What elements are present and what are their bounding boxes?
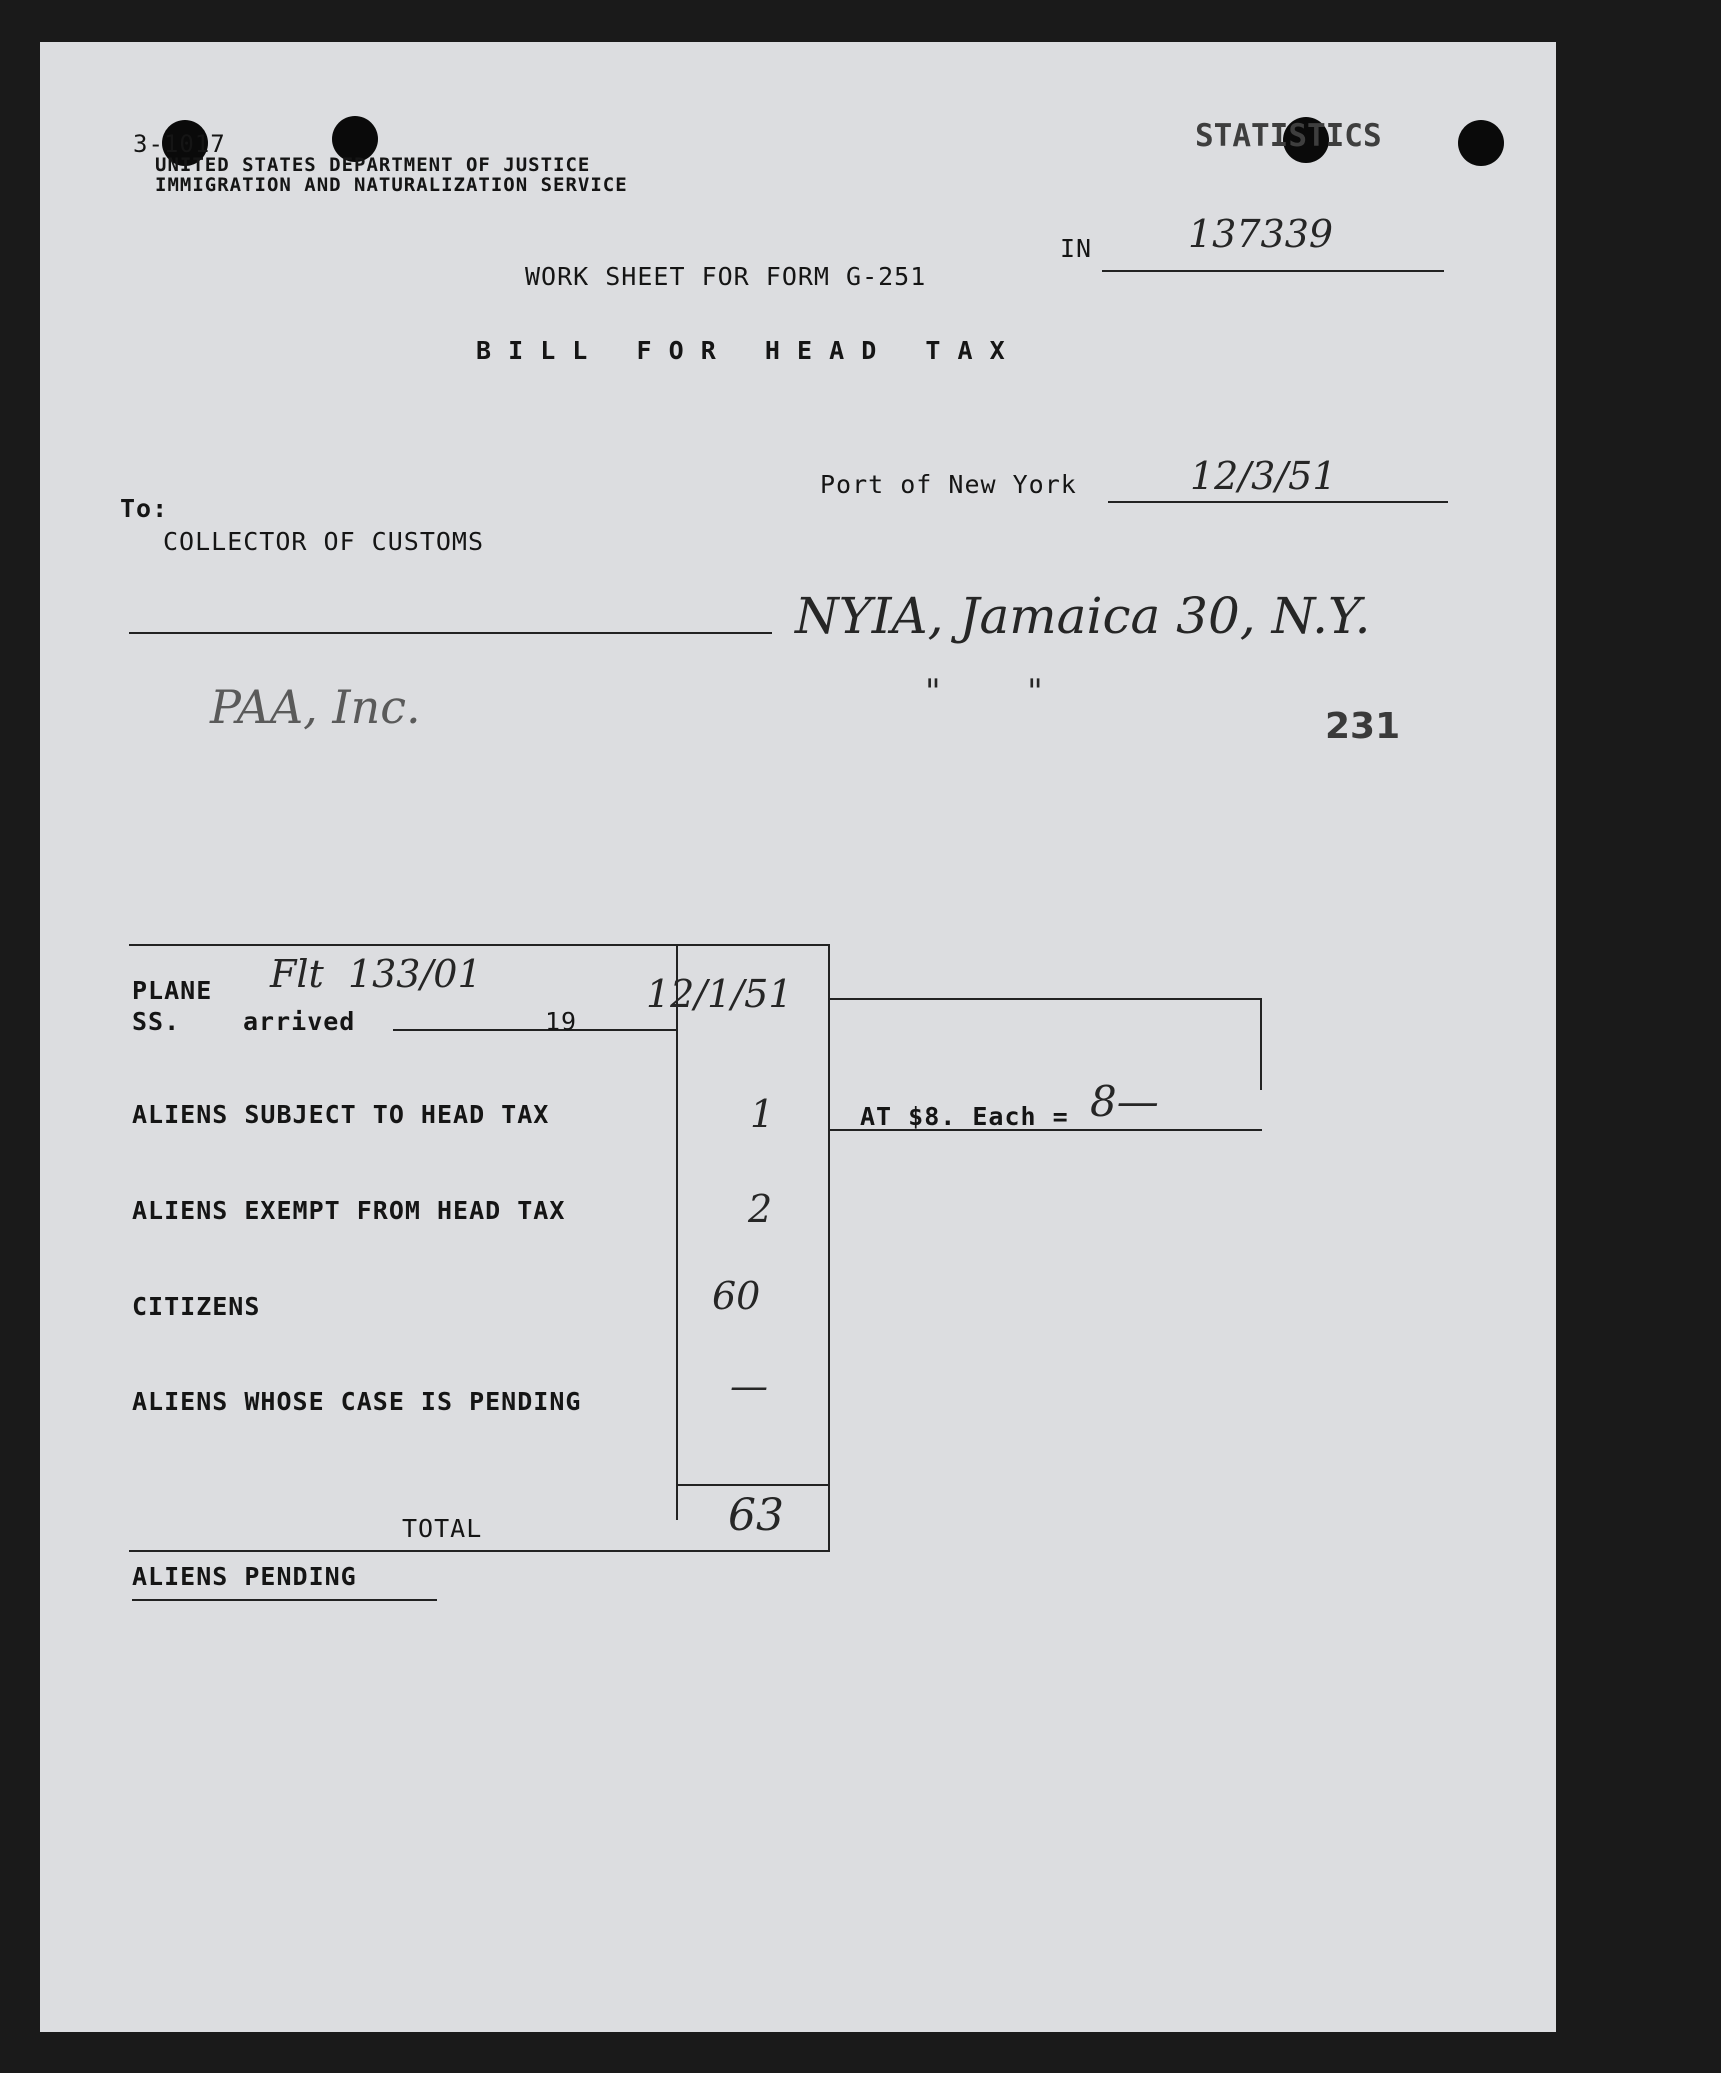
aliens-pending-label: ALIENS PENDING [132, 1562, 357, 1591]
aliens-pending-underline [132, 1599, 437, 1601]
row-label-citizens: CITIZENS [132, 1292, 261, 1321]
addressee-underline [129, 632, 772, 634]
flight-number: Flt 133/01 [270, 952, 482, 996]
punch-hole-right [1458, 120, 1504, 166]
department-name: UNITED STATES DEPARTMENT OF JUSTICE [155, 154, 591, 176]
year-prefix: 19 [545, 1007, 578, 1036]
table-top-border [129, 944, 829, 946]
port-date: 12/3/51 [1190, 454, 1337, 498]
table-bottom-border [129, 1550, 830, 1552]
total-right-border [828, 1520, 830, 1552]
arrival-date: 12/1/51 [646, 972, 793, 1016]
table-count-left-border [676, 944, 678, 1520]
bill-title: B I L L F O R H E A D T A X [476, 336, 1006, 365]
location-handwritten: NYIA, Jamaica 30, N.Y. [795, 587, 1371, 645]
row-count-citizens: 60 [712, 1274, 761, 1318]
ditto-marks: " " [925, 672, 1043, 712]
arrived-label: arrived [243, 1007, 356, 1036]
total-value: 63 [728, 1490, 784, 1541]
tax-amount: 8— [1090, 1077, 1159, 1126]
tax-box-right [1260, 998, 1262, 1090]
in-number: 137339 [1188, 212, 1334, 256]
ss-label: SS. [132, 1007, 181, 1036]
worksheet-title: WORK SHEET FOR FORM G-251 [525, 262, 927, 291]
tax-rate-label: AT $8. Each = [860, 1102, 1069, 1131]
port-date-underline [1108, 501, 1448, 503]
form-sheet [40, 42, 1556, 2032]
port-label: Port of New York [820, 470, 1077, 499]
total-label: TOTAL [402, 1514, 483, 1543]
row-label-subject: ALIENS SUBJECT TO HEAD TAX [132, 1100, 550, 1129]
arrived-underline [393, 1029, 676, 1031]
in-underline [1102, 270, 1444, 272]
row-label-pending: ALIENS WHOSE CASE IS PENDING [132, 1387, 582, 1416]
page-number-stamp: 231 [1325, 706, 1401, 747]
total-separator [676, 1484, 830, 1486]
tax-box-top [830, 998, 1260, 1000]
statistics-stamp: STATISTICS [1195, 118, 1382, 154]
plane-label: PLANE [132, 976, 213, 1005]
collector-of-customs: COLLECTOR OF CUSTOMS [163, 527, 485, 556]
service-name: IMMIGRATION AND NATURALIZATION SERVICE [155, 174, 628, 196]
in-label: IN [1060, 234, 1093, 263]
row-count-pending: — [730, 1364, 768, 1408]
row-count-subject: 1 [750, 1092, 775, 1136]
carrier-handwritten: PAA, Inc. [210, 680, 421, 734]
to-label: To: [120, 494, 169, 523]
row-count-exempt: 2 [748, 1187, 773, 1231]
table-count-right-border [828, 944, 830, 1520]
form-number: 3-1017 [133, 130, 226, 158]
row-label-exempt: ALIENS EXEMPT FROM HEAD TAX [132, 1196, 566, 1225]
